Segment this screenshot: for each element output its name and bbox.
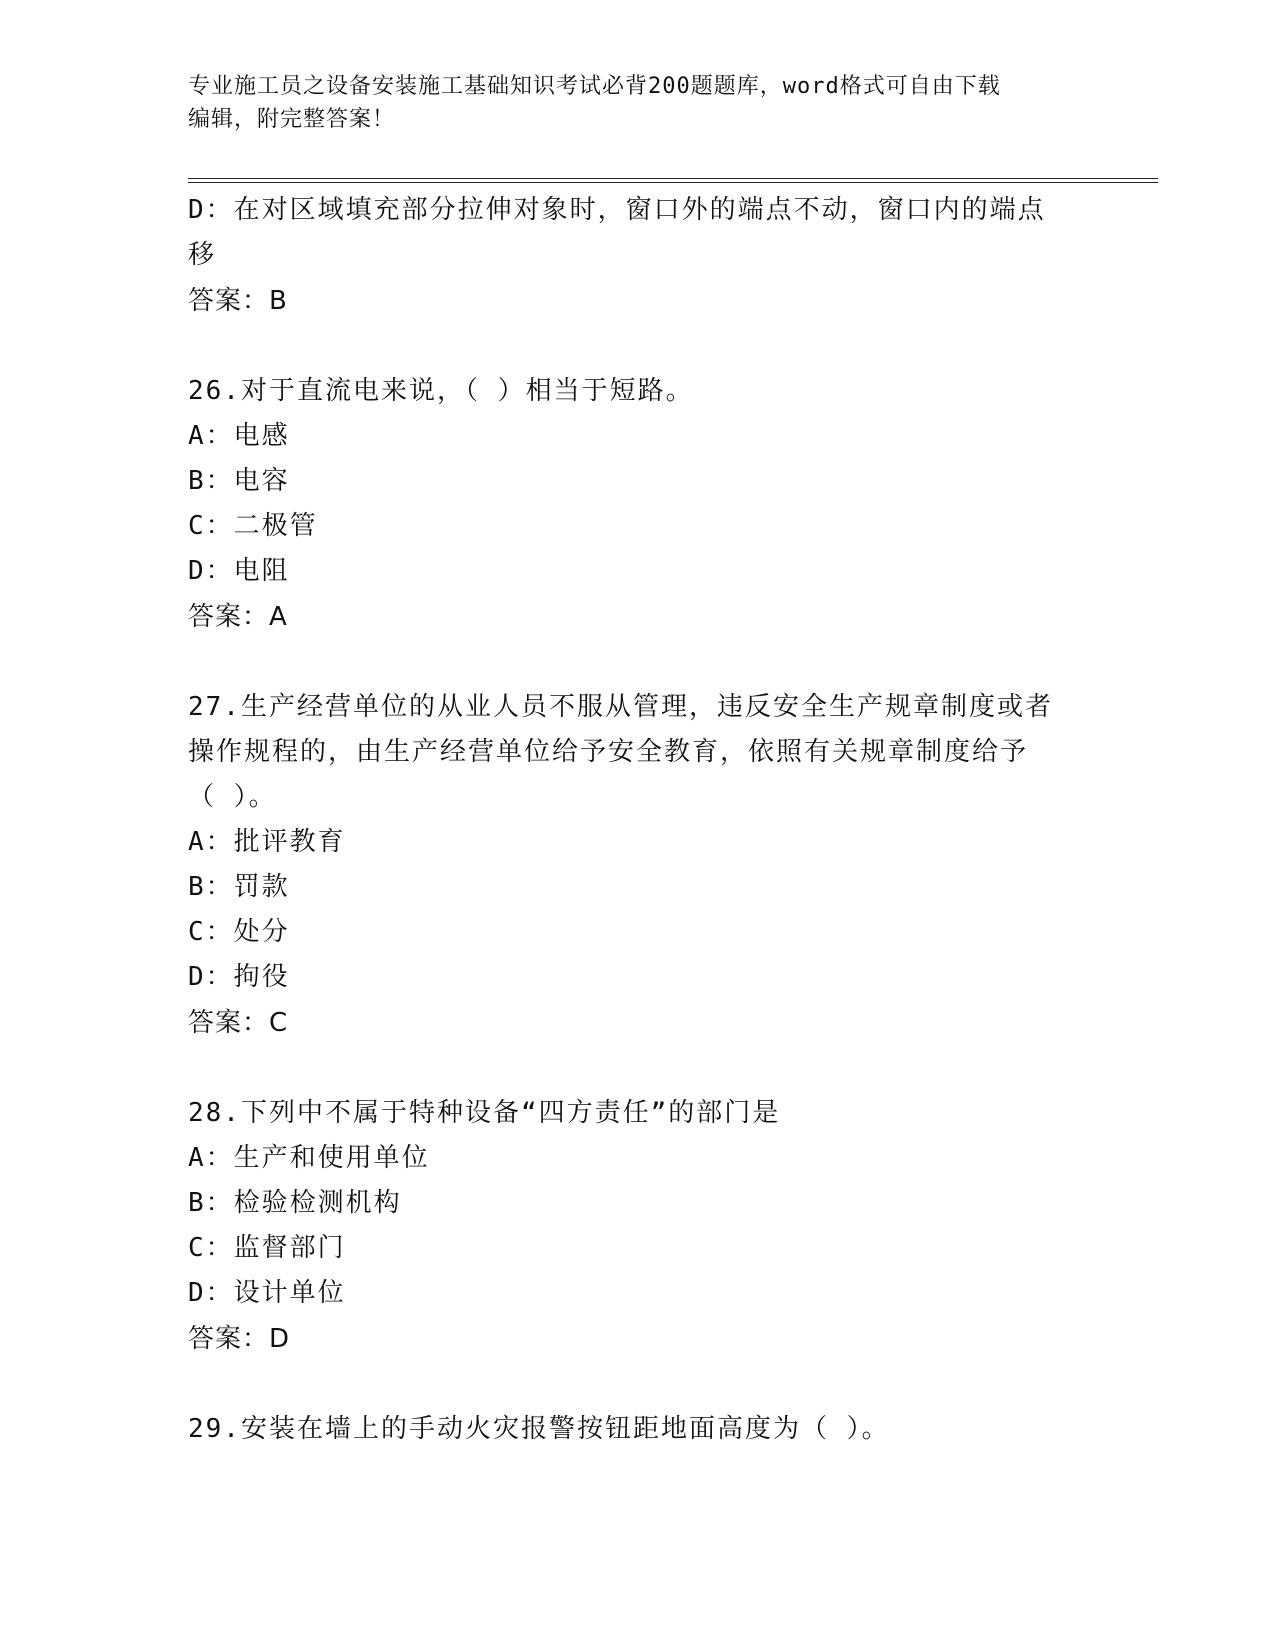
question-28 [188,1091,1088,1363]
prev-question [188,188,1088,325]
answer-line: 答案：D [188,1324,291,1354]
question-stem: 28.下列中不属于特种设备“四方责任”的部门是 [188,1098,781,1128]
question-stem-continued: （ ）。 [188,782,277,812]
option-a: A：电感 [188,421,290,451]
option-d: D：拘役 [188,962,290,992]
option-b: B：电容 [188,466,290,496]
option-c: C：监督部门 [188,1233,346,1263]
answer-line: 答案：A [188,602,288,632]
option-c: C：二极管 [188,511,318,541]
question-stem: 29.安装在墙上的手动火灾报警按钮距地面高度为（ ）。 [188,1414,890,1444]
option-c: C：处分 [188,917,290,947]
header-divider [188,178,1158,183]
header-line-1: 专业施工员之设备安装施工基础知识考试必背200题题库，word格式可自由下载 [188,74,1001,99]
question-stem: 27.生产经营单位的从业人员不服从管理，违反安全生产规章制度或者 [188,692,1053,722]
option-d: D：电阻 [188,556,290,586]
answer-line: 答案：B [188,286,288,316]
option-d-continued: 移 [188,240,217,270]
option-d: D：设计单位 [188,1278,346,1308]
question-stem: 26.对于直流电来说，（ ）相当于短路。 [188,376,694,406]
question-list [188,188,1088,1452]
option-a: A：批评教育 [188,827,346,857]
question-26 [188,369,1088,641]
document-header [188,70,1088,136]
question-stem-continued: 操作规程的，由生产经营单位给予安全教育，依照有关规章制度给予 [188,737,1029,767]
document-page [188,0,1158,1650]
answer-line: 答案：C [188,1008,289,1038]
header-line-2: 编辑，附完整答案！ [188,107,396,132]
option-b: B：罚款 [188,872,290,902]
option-a: A：生产和使用单位 [188,1143,430,1173]
option-d: D：在对区域填充部分拉伸对象时，窗口外的端点不动，窗口内的端点 [188,195,1046,225]
question-29 [188,1407,1088,1452]
question-27 [188,685,1088,1047]
option-b: B：检验检测机构 [188,1188,402,1218]
